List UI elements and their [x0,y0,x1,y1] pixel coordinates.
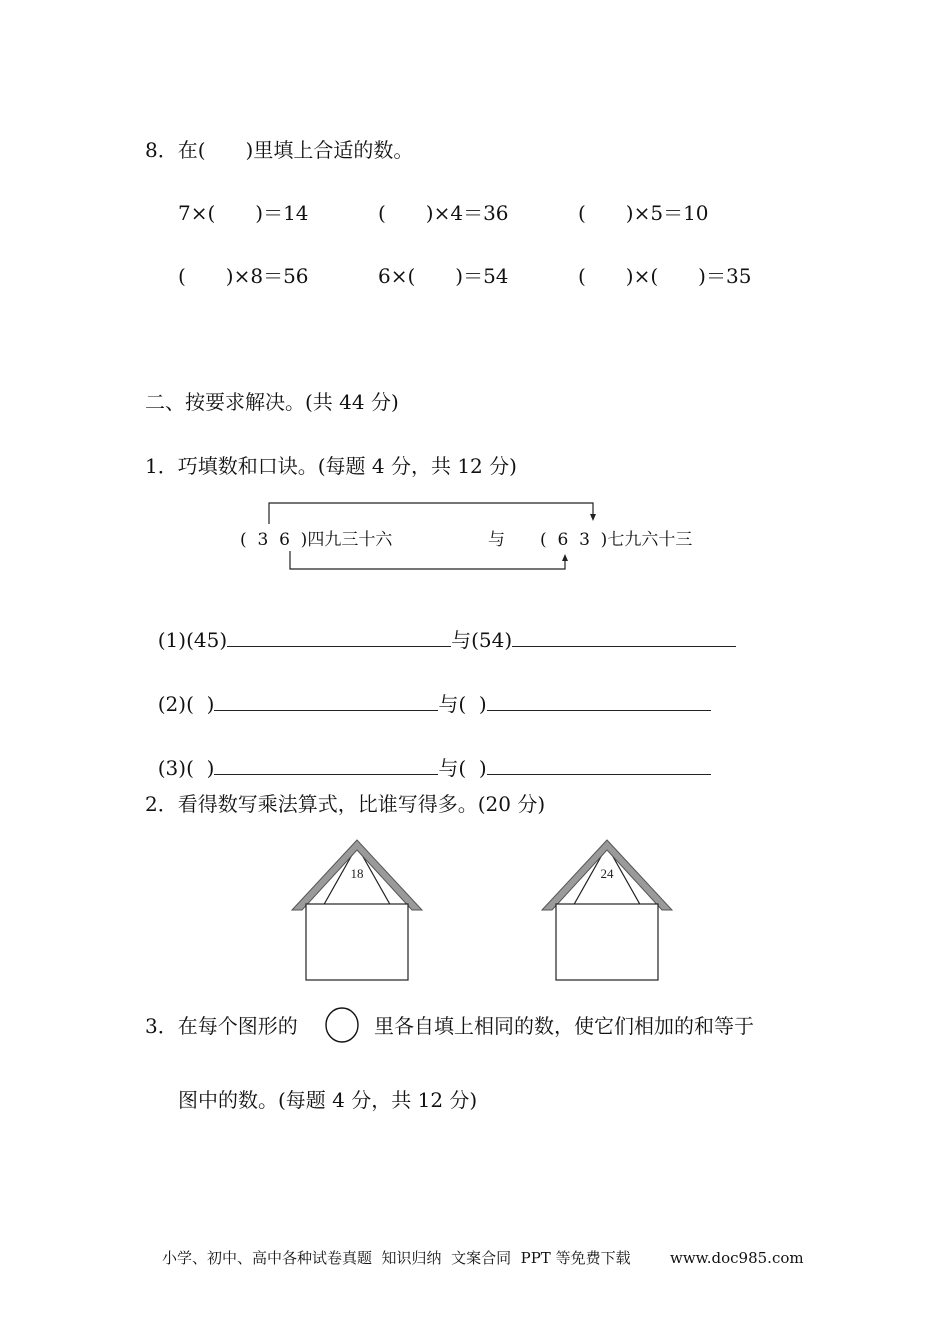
item-first: ( ) [186,692,215,716]
q3-title-line2: 图中的数。(每题 4 分，共 12 分) [178,1088,478,1112]
q8-eq-3: ( )×5＝10 [578,201,709,225]
q3-title-part2: 里各自填上相同的数，使它们相加的和等于 [374,1014,754,1038]
section2-title: 二、按要求解决。(共 44 分) [145,390,399,414]
q8-eq-4: ( )×8＝56 [178,264,309,288]
q8-title: 8．在( )里填上合适的数。 [145,138,414,162]
answer-blank[interactable] [214,690,438,711]
house-number: 18 [350,866,364,881]
item-number: (2) [157,692,187,716]
house-number: 24 [600,866,614,881]
answer-blank[interactable] [227,626,451,647]
item-first: ( ) [186,756,215,780]
item-mid: 与 [438,692,459,716]
answer-blank[interactable] [512,626,736,647]
item-number: (1) [157,628,187,652]
q1-example-mid: 与 [488,530,505,550]
item-second: ( ) [458,756,487,780]
item-mid: 与 [438,756,459,780]
item-mid: 与 [451,628,472,652]
q8-eq-5: 6×( )＝54 [378,264,509,288]
q1-item-3 [145,730,711,780]
q1-item-2 [145,666,711,716]
q1-example-left: ( 3 6 )四九三十六 [240,530,393,550]
q8-eq-1: 7×( )＝14 [178,201,309,225]
item-second: ( ) [458,692,487,716]
q8-eq-6: ( )×( )＝35 [578,264,752,288]
item-second: (54) [471,628,513,652]
item-number: (3) [157,756,187,780]
house-body [306,904,408,980]
q8-eq-2: ( )×4＝36 [378,201,509,225]
house-18 [292,838,422,983]
house-24 [542,838,672,983]
footer-text: 小学、初中、高中各种试卷真题 知识归纳 文案合同 PPT 等免费下载 [162,1249,631,1267]
q1-example-arrows [0,0,950,600]
q2-title: 2．看得数写乘法算式，比谁写得多。(20 分) [145,792,546,816]
item-first: (45) [186,628,228,652]
q1-example-right: ( 6 3 )七九六十三 [540,530,693,550]
q3-title-part1: 3．在每个图形的 [145,1014,298,1038]
circle-icon [324,1005,362,1045]
q1-item-1 [145,602,736,652]
house-body [556,904,658,980]
footer-url[interactable]: www.doc985.com [670,1249,804,1267]
answer-blank[interactable] [214,754,438,775]
answer-blank[interactable] [487,754,711,775]
answer-blank[interactable] [487,690,711,711]
q1-title: 1．巧填数和口诀。(每题 4 分，共 12 分) [145,454,517,478]
